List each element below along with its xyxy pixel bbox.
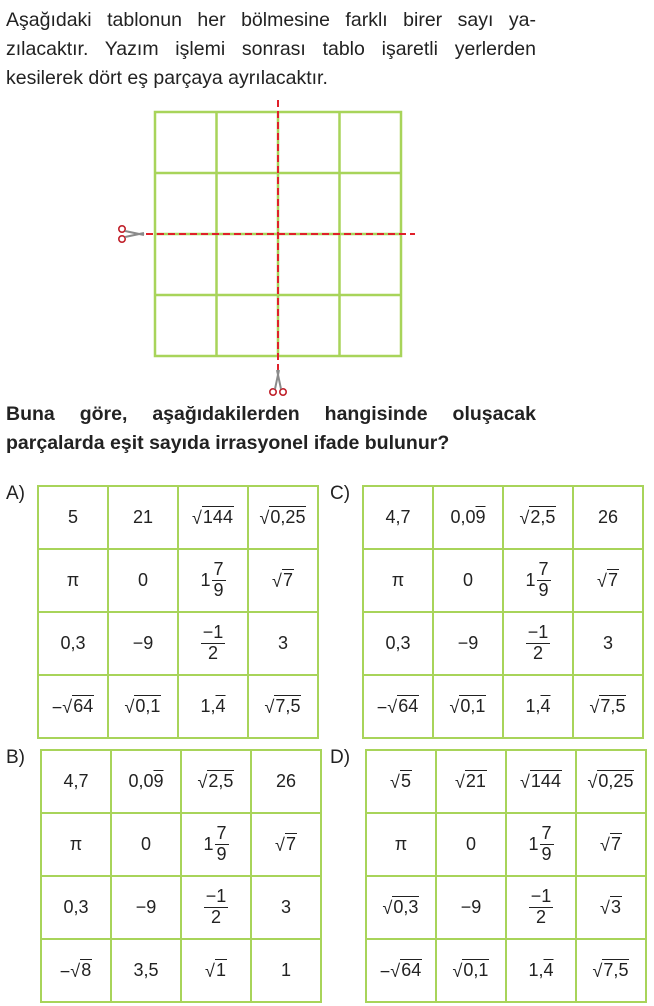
option-c-label[interactable]: C) <box>330 483 351 504</box>
radicand: 0,25 <box>270 506 306 527</box>
repeating-digit: 9 <box>475 507 486 527</box>
radical-sign: √ <box>192 508 202 529</box>
table-row <box>41 939 321 1002</box>
repeating-digit: 9 <box>153 771 164 791</box>
option-a-label[interactable]: A) <box>6 483 25 504</box>
problem-text-line-3: kesilerek dört eş parçaya ayrılacaktır. <box>6 67 328 89</box>
cell-value: π <box>394 834 408 854</box>
whole-part: 1 <box>200 570 211 590</box>
table-cell <box>573 549 643 612</box>
denominator: 2 <box>535 907 546 927</box>
cell-value: 0,3 <box>385 633 411 653</box>
cell-value: π <box>66 570 80 590</box>
fraction <box>540 824 554 865</box>
fraction <box>529 887 554 928</box>
table-row <box>363 486 643 549</box>
table-cell <box>503 612 573 675</box>
table-cell <box>181 939 251 1002</box>
decimal-part: 1, <box>525 696 541 716</box>
mixed-number <box>200 560 225 601</box>
square-root <box>265 695 302 717</box>
table-cell <box>178 549 248 612</box>
table-row <box>38 486 318 549</box>
square-root <box>520 770 562 792</box>
numerator: 7 <box>541 823 552 844</box>
radicand: 0,3 <box>393 896 419 917</box>
question-text-line-2: parçalarda eşit sayıda irrasyonel ifade bulunur? <box>6 432 450 454</box>
table-cell <box>576 750 646 813</box>
square-root <box>62 695 94 717</box>
table-cell <box>251 876 321 939</box>
numerator: −1 <box>205 886 227 907</box>
minus-sign: − <box>51 697 63 718</box>
radicand <box>274 695 301 717</box>
radicand: 2,5 <box>530 506 556 527</box>
cell-value: 26 <box>597 507 619 527</box>
decimal-part: 1, <box>528 960 544 980</box>
table-cell <box>436 813 506 876</box>
table-cell <box>506 939 576 1002</box>
option-d-table[interactable] <box>365 749 647 1003</box>
decimal-part: 0,0 <box>450 507 476 527</box>
problem-text <box>6 6 536 93</box>
table-cell <box>433 486 503 549</box>
radicand: 1 <box>215 959 226 980</box>
radicand <box>602 959 629 981</box>
table-cell <box>41 876 111 939</box>
table-cell <box>108 486 178 549</box>
table-cell <box>576 813 646 876</box>
mixed-number <box>525 560 550 601</box>
decimal-part: 7, <box>600 695 616 716</box>
table-cell <box>433 612 503 675</box>
radicand <box>599 695 626 717</box>
table-cell <box>503 486 573 549</box>
radicand: 144 <box>530 770 561 791</box>
denominator: 2 <box>210 907 221 927</box>
radical-sign: √ <box>452 961 463 982</box>
radical-sign: √ <box>390 961 401 982</box>
radical-sign: √ <box>70 961 81 982</box>
table-row <box>38 549 318 612</box>
radicand: 64 <box>73 695 94 716</box>
radicand: 21 <box>465 770 486 791</box>
denominator: 9 <box>541 844 552 864</box>
repeating-digit: 5 <box>290 695 301 716</box>
table-row <box>366 876 646 939</box>
fraction <box>215 824 229 865</box>
numerator: −1 <box>530 886 552 907</box>
numerator: −1 <box>202 622 224 643</box>
table-cell <box>576 876 646 939</box>
table-cell <box>506 750 576 813</box>
table-cell <box>38 549 108 612</box>
cell-value: 0 <box>465 834 476 854</box>
radicand: 7 <box>282 569 293 590</box>
option-c-table[interactable] <box>362 485 644 739</box>
table-cell <box>366 876 436 939</box>
whole-part: 1 <box>528 834 539 854</box>
table-row <box>366 813 646 876</box>
table-cell <box>38 675 108 738</box>
radical-sign: √ <box>449 697 460 718</box>
table-cell <box>363 549 433 612</box>
cell-value: 3 <box>602 633 613 653</box>
denominator: 9 <box>213 580 224 600</box>
table-cell <box>433 549 503 612</box>
decimal-part: 0,0 <box>128 771 154 791</box>
table-cell <box>363 486 433 549</box>
minus-sign: − <box>59 961 71 982</box>
fraction <box>204 887 229 928</box>
square-root <box>450 695 487 717</box>
cell-value: π <box>69 834 83 854</box>
table-row <box>366 750 646 813</box>
cell-value: 5 <box>67 507 78 527</box>
table-cell <box>108 612 178 675</box>
radicand: 0,1 <box>460 695 486 716</box>
question-text <box>6 400 536 458</box>
scissors-icon <box>119 226 144 242</box>
table-row <box>41 813 321 876</box>
square-root <box>520 506 557 528</box>
cell-value: −9 <box>457 633 479 653</box>
radical-sign: √ <box>519 508 530 529</box>
radical-sign: √ <box>275 835 285 856</box>
cell-value: 0,3 <box>63 897 89 917</box>
square-root <box>390 770 412 792</box>
square-root <box>600 833 622 855</box>
radicand: 7 <box>610 833 621 854</box>
radicand: 144 <box>202 506 233 527</box>
square-root <box>390 959 422 981</box>
option-a-table[interactable] <box>37 485 319 739</box>
table-cell <box>181 750 251 813</box>
denominator: 2 <box>532 643 543 663</box>
table-cell <box>436 876 506 939</box>
cell-value: 0 <box>462 570 473 590</box>
square-root <box>588 770 635 792</box>
table-cell <box>248 486 318 549</box>
table-cell <box>108 675 178 738</box>
square-root <box>275 833 297 855</box>
cell-value: π <box>391 570 405 590</box>
table-cell <box>436 750 506 813</box>
square-root <box>70 959 92 981</box>
table-row <box>41 876 321 939</box>
scissors-icon <box>270 370 286 395</box>
table-cell <box>41 939 111 1002</box>
radical-sign: √ <box>597 571 607 592</box>
cell-value: 0 <box>140 834 151 854</box>
radical-sign: √ <box>455 772 465 793</box>
radicand: 0,1 <box>135 695 161 716</box>
fraction <box>212 560 226 601</box>
problem-text-line-2: zılacaktır. Yazım işlemi sonrası tablo işaretli yerlerden <box>6 38 536 60</box>
radical-sign: √ <box>259 508 270 529</box>
decimal-part: 7, <box>603 959 619 980</box>
radical-sign: √ <box>62 697 73 718</box>
radicand: 7 <box>285 833 296 854</box>
table-cell <box>108 549 178 612</box>
table-row <box>363 612 643 675</box>
fraction <box>526 623 551 664</box>
cell-value: 26 <box>275 771 297 791</box>
table-cell <box>503 675 573 738</box>
radicand: 0,25 <box>598 770 634 791</box>
square-root <box>593 959 630 981</box>
table-cell <box>38 486 108 549</box>
table-cell <box>366 939 436 1002</box>
repeating-digit: 4 <box>215 696 226 716</box>
table-cell <box>178 612 248 675</box>
square-root <box>272 569 294 591</box>
radicand: 8 <box>81 959 92 980</box>
whole-part: 1 <box>203 834 214 854</box>
table-cell <box>366 813 436 876</box>
cell-value: 3 <box>280 897 291 917</box>
radical-sign: √ <box>387 697 398 718</box>
square-root <box>453 959 490 981</box>
square-root <box>125 695 162 717</box>
minus-sign: − <box>376 697 388 718</box>
table-row <box>41 750 321 813</box>
radical-sign: √ <box>390 772 400 793</box>
radicand: 0,1 <box>463 959 489 980</box>
table-cell <box>41 813 111 876</box>
table-cell <box>111 876 181 939</box>
table-cell <box>38 612 108 675</box>
table-row <box>363 675 643 738</box>
table-cell <box>506 876 576 939</box>
square-root <box>205 959 227 981</box>
table-cell <box>576 939 646 1002</box>
numerator: −1 <box>527 622 549 643</box>
table-row <box>366 939 646 1002</box>
radical-sign: √ <box>197 772 208 793</box>
table-cell <box>111 939 181 1002</box>
table-cell <box>178 675 248 738</box>
denominator: 9 <box>216 844 227 864</box>
table-cell <box>248 675 318 738</box>
square-root <box>387 695 419 717</box>
repeating-digit: 5 <box>618 959 629 980</box>
radicand: 64 <box>398 695 419 716</box>
repeating-digit: 4 <box>543 960 554 980</box>
table-cell <box>251 813 321 876</box>
table-cell <box>251 750 321 813</box>
cell-value: −9 <box>135 897 157 917</box>
decimal-part: 1, <box>200 696 216 716</box>
whole-part: 1 <box>525 570 536 590</box>
table-cell <box>181 876 251 939</box>
radicand: 64 <box>401 959 422 980</box>
square-root <box>383 896 420 918</box>
cell-value: 1 <box>280 960 291 980</box>
numerator: 7 <box>216 823 227 844</box>
radical-sign: √ <box>520 772 530 793</box>
fraction <box>201 623 226 664</box>
radical-sign: √ <box>205 961 215 982</box>
radical-sign: √ <box>382 898 393 919</box>
square-root <box>260 506 307 528</box>
radical-sign: √ <box>124 697 135 718</box>
radical-sign: √ <box>587 772 598 793</box>
problem-text-line-1: Aşağıdaki tablonun her bölmesine farklı birer sayı ya- <box>6 9 536 31</box>
cell-value: 3 <box>277 633 288 653</box>
radical-sign: √ <box>264 697 275 718</box>
cut-grid-figure <box>110 100 430 400</box>
radical-sign: √ <box>272 571 282 592</box>
radicand: 3 <box>610 896 621 917</box>
table-cell <box>181 813 251 876</box>
cell-value: 4,7 <box>63 771 89 791</box>
square-root <box>198 770 235 792</box>
denominator: 2 <box>207 643 218 663</box>
repeating-digit: 5 <box>615 695 626 716</box>
fraction <box>537 560 551 601</box>
mixed-number <box>203 824 228 865</box>
cell-value: 0 <box>137 570 148 590</box>
table-cell <box>111 750 181 813</box>
square-root <box>600 896 622 918</box>
denominator: 9 <box>538 580 549 600</box>
radical-sign: √ <box>600 898 610 919</box>
table-cell <box>178 486 248 549</box>
table-cell <box>436 939 506 1002</box>
radicand: 2,5 <box>208 770 234 791</box>
option-d-label[interactable]: D) <box>330 747 351 768</box>
cell-value: 4,7 <box>385 507 411 527</box>
table-cell <box>506 813 576 876</box>
table-cell <box>248 612 318 675</box>
numerator: 7 <box>213 559 224 580</box>
cell-value: 3,5 <box>133 960 159 980</box>
option-b-label[interactable]: B) <box>6 747 25 768</box>
table-cell <box>363 612 433 675</box>
table-cell <box>111 813 181 876</box>
radical-sign: √ <box>589 697 600 718</box>
table-cell <box>363 675 433 738</box>
table-cell <box>573 486 643 549</box>
square-root <box>192 506 234 528</box>
square-root <box>455 770 487 792</box>
cell-value: 21 <box>132 507 154 527</box>
table-cell <box>573 612 643 675</box>
square-root <box>597 569 619 591</box>
radicand: 5 <box>400 770 411 791</box>
minus-sign: − <box>379 961 391 982</box>
cell-value: −9 <box>132 633 154 653</box>
question-text-line-1: Buna göre, aşağıdakilerden hangisinde oluşacak <box>6 403 536 425</box>
mixed-number <box>528 824 553 865</box>
table-cell <box>503 549 573 612</box>
table-row <box>363 549 643 612</box>
table-cell <box>573 675 643 738</box>
option-b-table[interactable] <box>40 749 322 1003</box>
square-root <box>590 695 627 717</box>
radicand: 7 <box>607 569 618 590</box>
table-cell <box>41 750 111 813</box>
decimal-part: 7, <box>275 695 291 716</box>
table-row <box>38 612 318 675</box>
radical-sign: √ <box>600 835 610 856</box>
numerator: 7 <box>538 559 549 580</box>
radical-sign: √ <box>592 961 603 982</box>
cell-value: −9 <box>460 897 482 917</box>
cell-value: 0,3 <box>60 633 86 653</box>
table-cell <box>248 549 318 612</box>
table-cell <box>433 675 503 738</box>
table-cell <box>251 939 321 1002</box>
table-row <box>38 675 318 738</box>
repeating-digit: 4 <box>540 696 551 716</box>
table-cell <box>366 750 436 813</box>
